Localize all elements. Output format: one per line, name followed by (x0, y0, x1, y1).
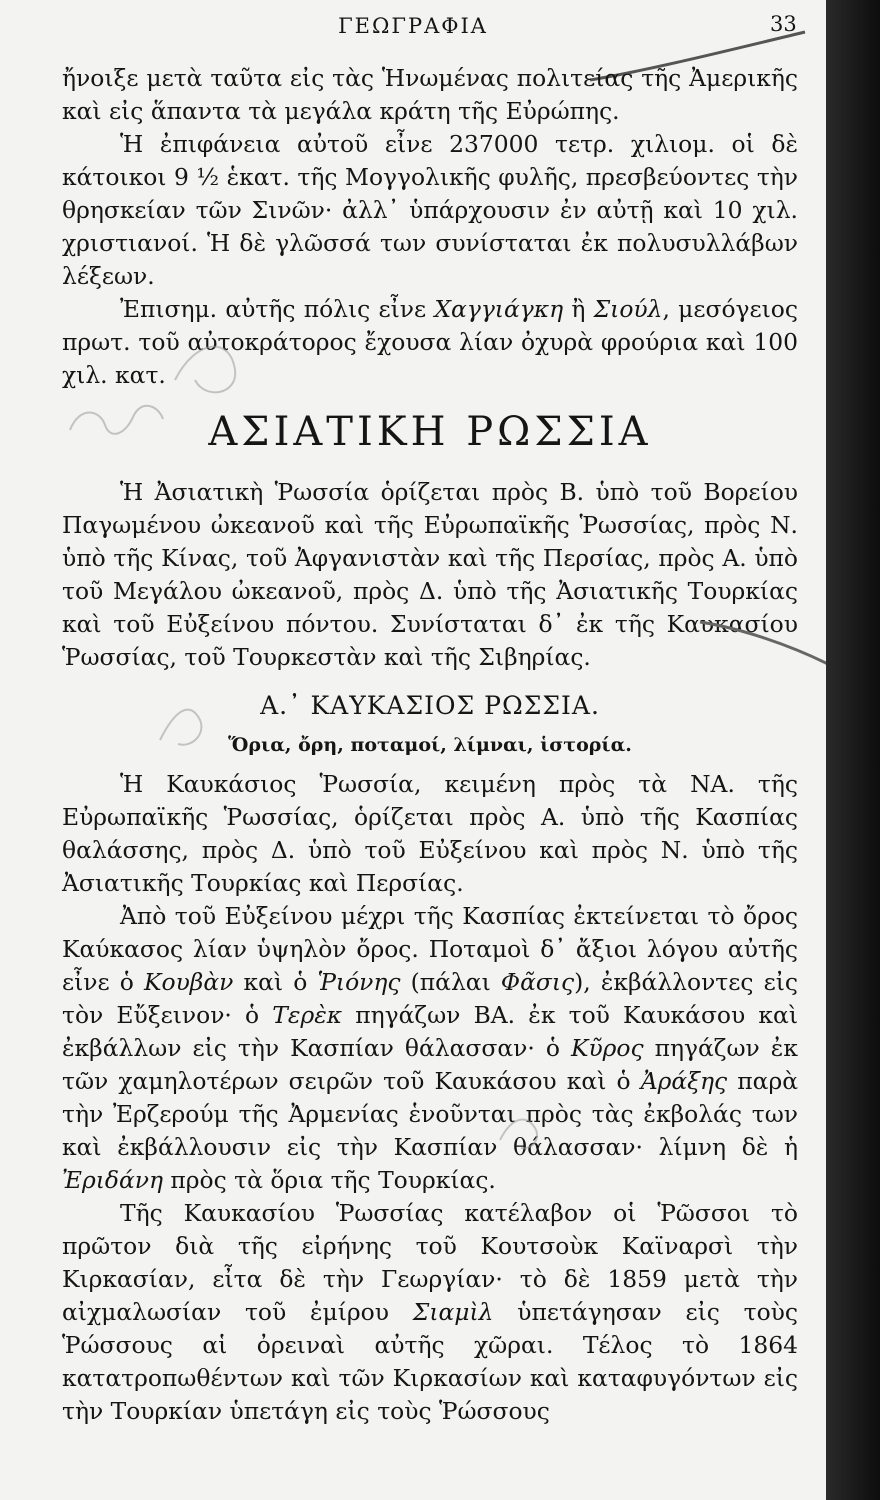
river-name: Φᾶσις (500, 968, 575, 996)
place-name: Χαγγιάγκη (434, 295, 564, 323)
text-run: καὶ ὁ (233, 968, 318, 996)
text-run: ἢ (563, 295, 594, 323)
paragraph: Ἡ ἐπιφάνεια αὐτοῦ εἶνε 237000 τετρ. χιλιομ. οἱ δὲ κάτοικοι 9 ½ ἑκατ. τῆς Μογγολικῆς φυλῆς, πρεσβεύοντες τὴν θρησκείαν τῶν Σινῶν· ἀλλ᾽ ὑπάρχουσιν ἐν αὐτῇ καὶ 10 χιλ. χριστιανοί. Ἡ δὲ γλῶσσά των συνίσταται ἐκ πολυσυλλάβων λέξεων. (62, 130, 798, 290)
paragraph (62, 1197, 798, 1428)
page-edge-shadow (826, 0, 880, 1500)
text-run: πηγάζων ΒΑ. ἐκ τοῦ Καυκάσου καὶ ἐκβάλλων εἰς τὴν Κασπίαν θάλασσαν· ὁ (62, 1001, 798, 1062)
page-number: 33 (770, 12, 797, 36)
river-name: Κῦρος (570, 1034, 644, 1062)
river-name: Κουβὰν (144, 968, 234, 996)
river-name: Τερὲκ (272, 1001, 343, 1029)
lake-name: Ἐριδάνη (62, 1166, 163, 1194)
paragraph: Ἡ Ἀσιατικὴ Ῥωσσία ὁρίζεται πρὸς Β. ὑπὸ τοῦ Βορείου Παγωμένου ὠκεανοῦ καὶ τῆς Εὐρωπαϊκῆς Ῥωσσίας, πρὸς Ν. ὑπὸ τῆς Κίνας, τοῦ Ἀφγανιστὰν καὶ τῆς Περσίας, πρὸς Α. ὑπὸ τοῦ Μεγάλου ὠκεανοῦ, πρὸς Δ. ὑπὸ τῆς Ἀσιατικῆς Τουρκίας καὶ τοῦ Εὐξείνου πόντου. Συνίσταται δ᾽ ἐκ τῆς Καυκασίου Ῥωσσίας, τοῦ Τουρκεστὰν καὶ τῆς Σιβηρίας. (62, 478, 798, 671)
person-name: Σιαμὶλ (412, 1298, 494, 1326)
text-run: , μεσόγειος πρωτ. τοῦ αὐτοκράτορος ἔχουσα λίαν ὀχυρὰ φρούρια καὶ 100 χιλ. κατ. (62, 295, 798, 389)
paragraph: Ἡ Καυκάσιος Ῥωσσία, κειμένη πρὸς τὰ ΝΑ. τῆς Εὐρωπαϊκῆς Ῥωσσίας, ὁρίζεται πρὸς Α. ὑπὸ τῆς Κασπίας θαλάσσης, πρὸς Δ. ὑπὸ τοῦ Εὐξείνου καὶ πρὸς Ν. ὑπὸ τῆς Ἀσιατικῆς Τουρκίας καὶ Περσίας. (62, 770, 798, 897)
text-run: πηγάζων ἐκ τῶν χαμηλοτέρων σειρῶν τοῦ Καυκάσου καὶ ὁ (62, 1034, 798, 1095)
page-text (62, 62, 798, 1428)
text-run: ὑπετάγησαν εἰς τοὺς Ῥώσσους αἱ ὀρειναὶ αὐτῆς χῶραι. Τέλος τὸ 1864 κατατροπωθέντων καὶ τῶν Κιρκασίων καὶ καταφυγόντων εἰς τὴν Τουρκίαν ὑπετάγη εἰς τοὺς Ῥώσσους (62, 1298, 798, 1425)
river-name: Ῥιόνης (317, 968, 401, 996)
text-run: Ἐπισημ. αὐτῆς πόλις εἶνε (120, 295, 435, 323)
text-run: πρὸς τὰ ὅρια τῆς Τουρκίας. (163, 1166, 496, 1194)
text-run: Ἀπὸ τοῦ Εὐξείνου μέχρι τῆς Κασπίας ἐκτείνεται τὸ ὄρος Καύκασος λίαν ὑψηλὸν ὄρος. Ποταμοὶ δ᾽ ἄξιοι λόγου αὐτῆς εἶνε ὁ (62, 902, 798, 996)
paragraph: ἤνοιξε μετὰ ταῦτα εἰς τὰς Ἡνωμένας πολιτείας τῆς Ἀμερικῆς καὶ εἰς ἅπαντα τὰ μεγάλα κράτη τῆς Εὐρώπης. (62, 64, 798, 125)
running-title: ΓΕΩΓΡΑΦΙΑ (338, 14, 488, 38)
section-title: Α.᾽ ΚΑΥΚΑΣΙΟΣ ΡΩΣΣΙΑ. (260, 691, 600, 720)
river-name: Ἀράξης (640, 1067, 728, 1095)
section-subtitle: Ὅρια, ὄρη, ποταμοί, λίμναι, ἱστορία. (228, 734, 632, 756)
place-name: Σιούλ (593, 295, 663, 323)
text-run: (πάλαι (400, 968, 501, 996)
text-run: Τῆς Καυκασίου Ῥωσσίας κατέλαβον οἱ Ῥῶσσοι τὸ πρῶτον διὰ τῆς εἰρήνης τοῦ Κουτσοὺκ Καϊναρσὶ τὴν Κιρκασίαν, εἶτα δὲ τὴν Γεωργίαν· τὸ δὲ 1859 μετὰ τὴν αἰχμαλωσίαν τοῦ ἐμίρου (62, 1199, 798, 1326)
chapter-title: ΑΣΙΑΤΙΚΗ ΡΩΣΣΙΑ (208, 409, 652, 455)
text-run: ), ἐκβάλλοντες εἰς τὸν Εὔξεινον· ὁ (62, 968, 798, 1029)
paragraph (62, 900, 798, 1197)
text-run: παρὰ τὴν Ἐρζερούμ τῆς Ἀρμενίας ἑνοῦνται πρὸς τὰς ἐκβολάς των καὶ ἐκβάλλουσιν εἰς τὴν Κασπίαν θάλασσαν· λίμνη δὲ ἡ (62, 1067, 798, 1161)
paragraph (62, 293, 798, 392)
